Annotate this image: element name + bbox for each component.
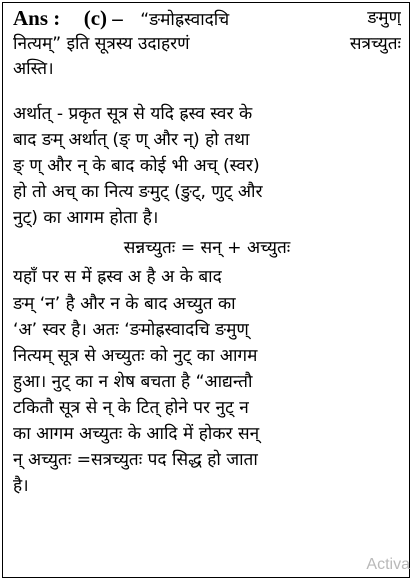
answer-line <box>13 291 401 317</box>
answer-text: यहाँ पर स में ह्रस्व अ है अ के बाद <box>13 267 222 287</box>
answer-line <box>13 421 401 447</box>
answer-text: हो तो अच् का नित्य ङमुट् (ङुट्, णुट् और <box>13 182 263 202</box>
answer-line <box>13 127 401 153</box>
answer-text: ङ् ण् और न् के बाद कोई भी अच् (स्वर) <box>13 156 260 176</box>
answer-line <box>13 343 401 369</box>
answer-text: बाद ङम् अर्थात् (ङ् ण् और न्) हो तथा <box>13 130 250 150</box>
activation-watermark: Activa <box>366 556 410 573</box>
answer-line <box>13 179 401 205</box>
answer-line <box>13 447 401 473</box>
answer-box <box>2 2 410 578</box>
answer-text: का आगम अच्युतः के आदि में होकर सन् <box>13 424 260 444</box>
answer-text: नित्यम् सूत्र से अच्युतः को नुट् का आगम <box>13 346 258 366</box>
answer-line <box>13 56 401 82</box>
answer-text: “ङमोह्रस्वादचि <box>140 10 230 30</box>
answer-label: Ans : <box>13 6 61 30</box>
answer-line <box>13 395 401 421</box>
answer-text: हुआ। नुट् का न शेष बचता है “आद्यन्तौ <box>13 372 253 392</box>
answer-line <box>13 205 401 231</box>
answer-text: है। <box>13 476 29 496</box>
answer-text: ‘अ’ स्वर है। अतः ‘ङमोह्रस्वादचि ङमुण् <box>13 320 249 340</box>
answer-text: अर्थात् - प्रकृत सूत्र से यदि ह्रस्व स्वर के <box>13 104 253 124</box>
answer-header-line <box>13 5 401 33</box>
answer-line <box>13 101 401 127</box>
answer-text: नुट्) का आगम होता है। <box>13 208 159 228</box>
formula-text: सन्नच्युतः = सन् + अच्युतः <box>123 238 291 258</box>
answer-text: सत्रच्युतः <box>349 34 401 54</box>
formula-line <box>13 235 401 261</box>
answer-text: ङमुण् <box>367 8 401 28</box>
answer-line <box>13 369 401 395</box>
answer-option: (c) – <box>83 6 123 30</box>
answer-line <box>13 264 401 290</box>
answer-line <box>13 473 401 499</box>
answer-line <box>13 153 401 179</box>
answer-text: टकितौ सूत्र से न् के टित् होने पर नुट् न <box>13 398 249 418</box>
answer-text: अस्ति। <box>13 59 54 79</box>
answer-line <box>13 317 401 343</box>
answer-text: न् अच्युतः =सत्रच्युतः पद सिद्ध हो जाता <box>13 450 258 470</box>
answer-text: नित्यम्” इति सूत्रस्य उदाहरणं <box>13 34 190 54</box>
answer-line <box>13 31 401 57</box>
answer-text: ङम् ‘न’ है और न के बाद अच्युत का <box>13 294 236 314</box>
